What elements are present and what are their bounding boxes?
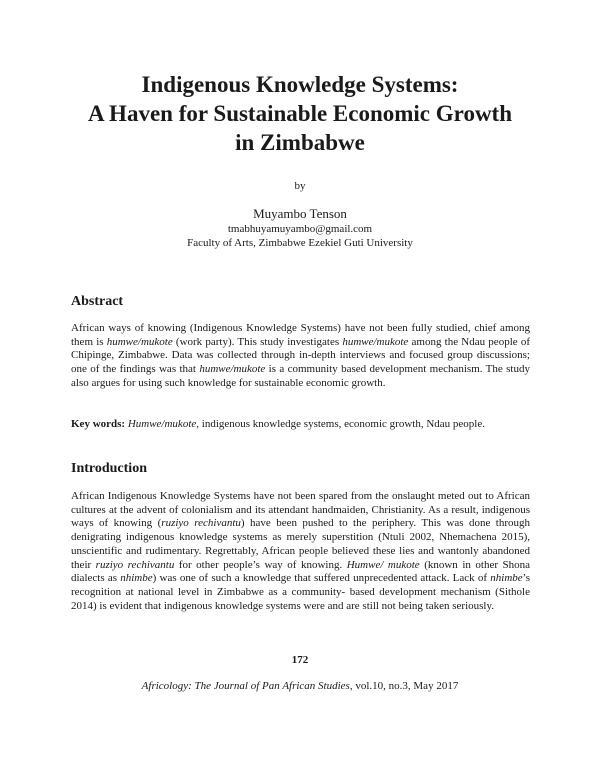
author-name: Muyambo Tenson (253, 206, 347, 221)
title-line: in Zimbabwe (235, 130, 365, 155)
intro-text: ) was one of such a knowledge that suffered unprecedented attack. Lack of (152, 572, 491, 585)
journal-issue: , vol.10, no.3, May 2017 (349, 680, 459, 692)
author-email: tmabhuyamuyambo@gmail.com (227, 223, 373, 235)
intro-text: for other people’s way of knowing. (174, 558, 347, 571)
paper-title (40, 70, 560, 157)
introduction-heading: Introduction (71, 461, 147, 476)
abstract-text: (work party). This study investigates (172, 335, 343, 348)
introduction-paragraph (71, 490, 530, 613)
abstract-paragraph (71, 322, 530, 391)
intro-term: ruziyo rechivantu (95, 558, 175, 571)
abstract-text: is a community based development mechanism. The study also argues for using such knowledge for sustainable economic growth. (71, 363, 530, 389)
intro-term: nhimbe (490, 572, 523, 585)
abstract-term: humwe/mukote (199, 363, 266, 376)
intro-text: African Indigenous Knowledge Systems have not been spared from the onslaught meted out to African cultures at the advent of colonialism and its attendant handmaiden, Christianity. As a result, indigenous ways of knowing ( (71, 490, 530, 530)
keywords-line (71, 418, 530, 432)
byline-by: by (294, 180, 306, 192)
intro-term: ruziyo rechivantu (161, 517, 241, 530)
abstract-text: African ways of knowing (Indigenous Knowledge Systems) have not been fully studied, chief among them is (71, 322, 530, 348)
intro-term: nhimbe (120, 572, 153, 585)
intro-text: ’s recognition at national level in Zimbabwe as a community- based development mechanism (Sithole 2014) is evident that indigenous knowledge systems were and are still not being taken seriously. (71, 572, 530, 612)
journal-citation (0, 680, 600, 692)
page-number: 172 (291, 654, 309, 666)
intro-text: ) have been pushed to the periphery. This was done through denigrating indigenous knowledge systems as merely superstition (Ntuli 2002, Nhemachena 2015), unscientific and rudimentary. Regrettably, African people believed these lies and wantonly abandoned their (71, 517, 530, 571)
keywords-text: , indigenous knowledge systems, economic growth, Ndau people. (196, 418, 485, 430)
title-line: Indigenous Knowledge Systems: (141, 72, 459, 97)
abstract-text: among the Ndau people of Chipinge, Zimbabwe. Data was collected through in-depth interviews and focused group discussions; one of the findings was that (71, 335, 530, 376)
abstract-heading: Abstract (71, 294, 124, 309)
abstract-term: humwe/mukote (342, 335, 409, 348)
journal-name: Africology: The Journal of Pan African Studies (141, 680, 350, 692)
intro-text: (known in other Shona dialects as (71, 558, 530, 585)
keywords-term: Humwe/mukote (127, 418, 197, 430)
author-affiliation: Faculty of Arts, Zimbabwe Ezekiel Guti University (187, 237, 413, 249)
title-line: A Haven for Sustainable Economic Growth (87, 101, 513, 126)
abstract-term: humwe/mukote (106, 335, 173, 348)
intro-term: Humwe/ mukote (346, 558, 420, 571)
keywords-label: Key words: (71, 418, 126, 430)
